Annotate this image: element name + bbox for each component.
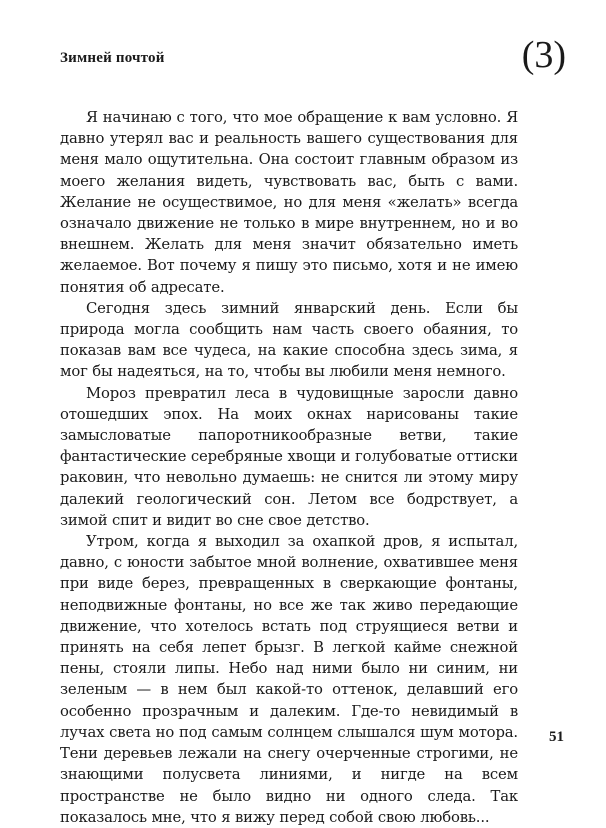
- body-text: [60, 107, 518, 828]
- running-title: Зимней почтой: [60, 50, 165, 66]
- paragraph-2: Сегодня здесь зимний январский день. Если бы природа могла сообщить нам часть своего обаяния, то показав вам все чудеса, на какие способна здесь зима, я мог бы надеяться, на то, чтобы вы любили меня немного.: [60, 299, 518, 381]
- paragraph-3: Мороз превратил леса в чудовищные заросли давно отошедших эпох. На моих окнах нарисованы такие замысловатые папоротникообразные ветви, такие фантастические серебряные хвощи и голубоватые оттиски раковин, что невольно думаешь: не снится ли этому миру далекий геологический сон. Летом все бодрствует, а зимой спит и видит во сне свое детство.: [60, 384, 518, 529]
- page-number: 51: [549, 729, 564, 745]
- chapter-number: (3): [521, 34, 566, 76]
- paragraph-4: Утром, когда я выходил за охапкой дров, я испытал, давно, с юности забытое мной волнение, охватившее меня при виде берез, превращенных в сверкающие фонтаны, неподвижные фонтаны, но все же так живо передающие движение, что хотелось встать под струящиеся ветви и принять на себя лепет брызг. В легкой кайме снежной пены, стояли липы. Небо над ними было ни синим, ни зеленым — в нем был какой-то оттенок, делавший его особенно прозрачным и далеким. Где-то невидимый в лучах света но под самым солнцем слышался шум мотора. Тени деревьев лежали на снегу очерченные строгими, не знающими полусвета линиями, и нигде на всем пространстве не было видно ни одного следа. Так показалось мне, что я вижу перед собой свою любовь...: [60, 533, 518, 826]
- paragraph-1: Я начинаю с того, что мое обращение к вам условно. Я давно утерял вас и реальность вашего существования для меня мало ощутительна. Она состоит главным образом из моего желания видеть, чувствовать вас, быть с вами. Желание не осуществимое, но для меня «желать» всегда означало движение не только в мире внутреннем, но и во внешнем. Желать для меня значит обязательно иметь желаемое. Вот почему я пишу это письмо, хотя и не имею понятия об адресате.: [60, 109, 518, 296]
